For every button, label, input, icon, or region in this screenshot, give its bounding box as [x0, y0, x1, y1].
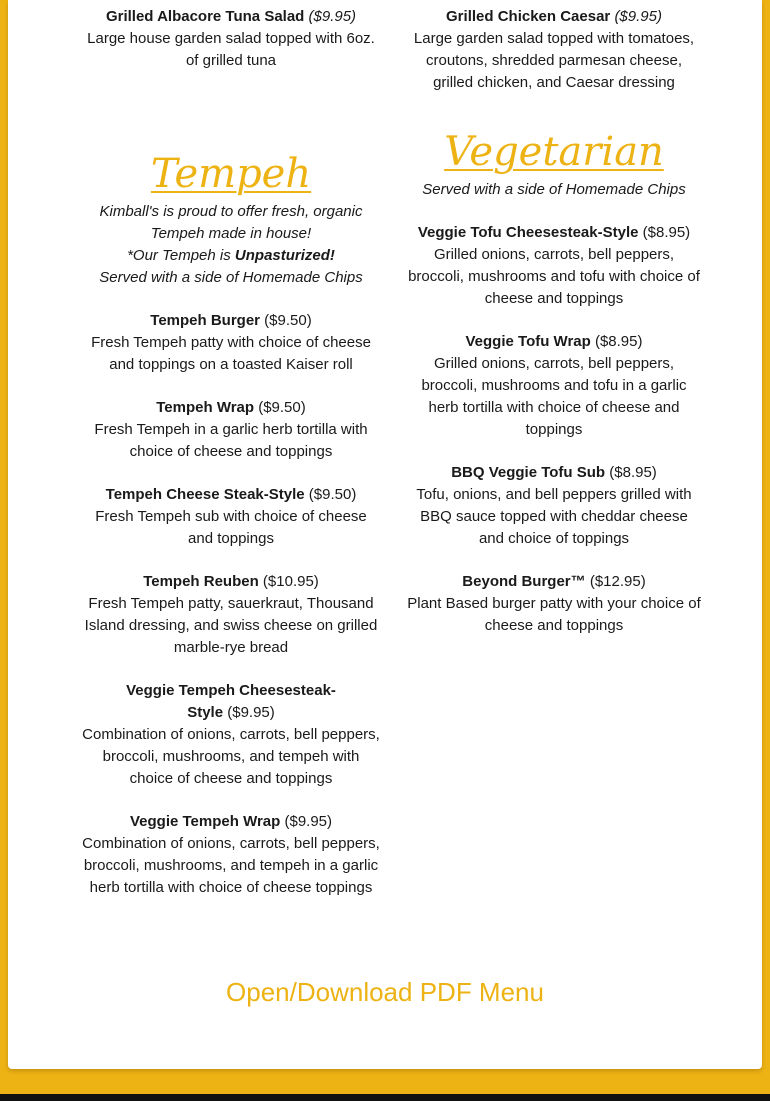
intro-line: Kimball's is proud to offer fresh, organic	[99, 203, 363, 220]
intro-line: Served with a side of Homemade Chips	[422, 181, 686, 198]
menu-item-description: Fresh Tempeh patty with choice of cheese and toppings on a toasted Kaiser roll	[91, 334, 371, 373]
footer-bar	[0, 1094, 770, 1101]
menu-item-name: Tempeh Burger	[150, 312, 261, 329]
menu-item-description: Combination of onions, carrots, bell peppers, broccoli, mushrooms, and tempeh with choice of cheese and toppings	[82, 726, 380, 787]
menu-column-right	[406, 6, 702, 658]
menu-item-name: Tempeh Reuben	[143, 573, 259, 590]
intro-line: Served with a side of Homemade Chips	[99, 269, 363, 286]
menu-item-name: Veggie Tofu Cheesesteak-Style	[417, 224, 639, 241]
menu-item-price: ($9.50)	[304, 486, 357, 503]
menu-item-description: Fresh Tempeh in a garlic herb tortilla with choice of cheese and toppings	[94, 421, 368, 460]
menu-item-price: ($9.95)	[614, 8, 662, 25]
menu-item-tempeh-wrap	[82, 397, 380, 463]
menu-card	[8, 0, 762, 1069]
menu-item-description: Tofu, onions, and bell peppers grilled with BBQ sauce topped with cheddar cheese and choice of toppings	[416, 486, 692, 547]
menu-item-chicken-caesar	[406, 6, 702, 94]
menu-item-price: ($9.50)	[260, 312, 312, 329]
menu-item-beyond-burger	[406, 571, 702, 637]
menu-item-price: ($9.95)	[308, 8, 357, 25]
section-intro-tempeh	[82, 201, 380, 289]
menu-column-left	[82, 6, 380, 920]
menu-item-veggie-tofu-wrap	[406, 331, 702, 441]
menu-item-name: Tempeh Wrap	[156, 399, 255, 416]
menu-item-price: ($9.95)	[280, 813, 333, 830]
menu-item-veggie-tofu-cheesesteak	[406, 222, 702, 310]
section-heading-tempeh: Tempeh	[150, 151, 312, 197]
menu-item-name: Beyond Burger™	[462, 573, 586, 590]
menu-item-name: Veggie Tempeh Wrap	[129, 813, 281, 830]
menu-item-description: Combination of onions, carrots, bell peppers, broccoli, mushrooms, and tempeh in a garlic herb tortilla with choice of cheese toppings	[82, 835, 380, 896]
menu-item-price: ($9.95)	[223, 704, 275, 721]
menu-item-name: BBQ Veggie Tofu Sub	[451, 464, 606, 481]
menu-item-veggie-tempeh-wrap	[82, 811, 380, 899]
intro-line: Tempeh made in house!	[150, 225, 312, 242]
menu-item-name: Tempeh Cheese Steak-Style	[105, 486, 305, 503]
menu-item-description: Large house garden salad topped with 6oz. of grilled tuna	[87, 30, 375, 69]
menu-item-name: Veggie Tofu Wrap	[465, 333, 591, 350]
menu-item-description: Fresh Tempeh sub with choice of cheese and toppings	[95, 508, 367, 547]
menu-item-bbq-veggie-tofu-sub	[406, 462, 702, 550]
section-heading-vegetarian: Vegetarian	[444, 129, 664, 175]
menu-item-price: ($10.95)	[258, 573, 319, 590]
menu-item-tempeh-burger	[82, 310, 380, 376]
intro-emphasis: Unpasturized!	[234, 247, 335, 264]
menu-item-description: Grilled onions, carrots, bell peppers, broccoli, mushrooms and tofu in a garlic herb tortilla with choice of cheese and toppings	[421, 355, 687, 438]
menu-item-name: Grilled Albacore Tuna Salad	[105, 8, 305, 25]
open-download-pdf-menu-link[interactable]: Open/Download PDF Menu	[226, 977, 544, 1007]
intro-line: *Our Tempeh is	[127, 247, 235, 264]
menu-item-price: ($8.95)	[590, 333, 643, 350]
menu-item-tempeh-cheese-steak	[82, 484, 380, 550]
menu-item-name: Grilled Chicken Caesar	[446, 8, 611, 25]
menu-item-description: Fresh Tempeh patty, sauerkraut, Thousand Island dressing, and swiss cheese on grilled marble-rye bread	[84, 595, 378, 656]
menu-item-price: ($8.95)	[605, 464, 657, 481]
menu-item-price: ($9.50)	[254, 399, 306, 416]
menu-item-description: Large garden salad topped with tomatoes, croutons, shredded parmesan cheese, grilled chicken, and Caesar dressing	[413, 30, 695, 91]
menu-item-price: ($12.95)	[585, 573, 646, 590]
menu-item-tuna-salad	[82, 6, 380, 72]
menu-item-description: Grilled onions, carrots, bell peppers, broccoli, mushrooms and tofu with choice of cheese and toppings	[408, 246, 700, 307]
section-intro-vegetarian	[406, 179, 702, 201]
menu-item-name: Veggie Tempeh Cheesesteak-Style	[126, 682, 336, 721]
menu-item-description: Plant Based burger patty with your choice of cheese and toppings	[407, 595, 701, 634]
menu-item-price: ($8.95)	[638, 224, 691, 241]
menu-item-veggie-tempeh-cheesesteak	[82, 680, 380, 790]
menu-item-tempeh-reuben	[82, 571, 380, 659]
